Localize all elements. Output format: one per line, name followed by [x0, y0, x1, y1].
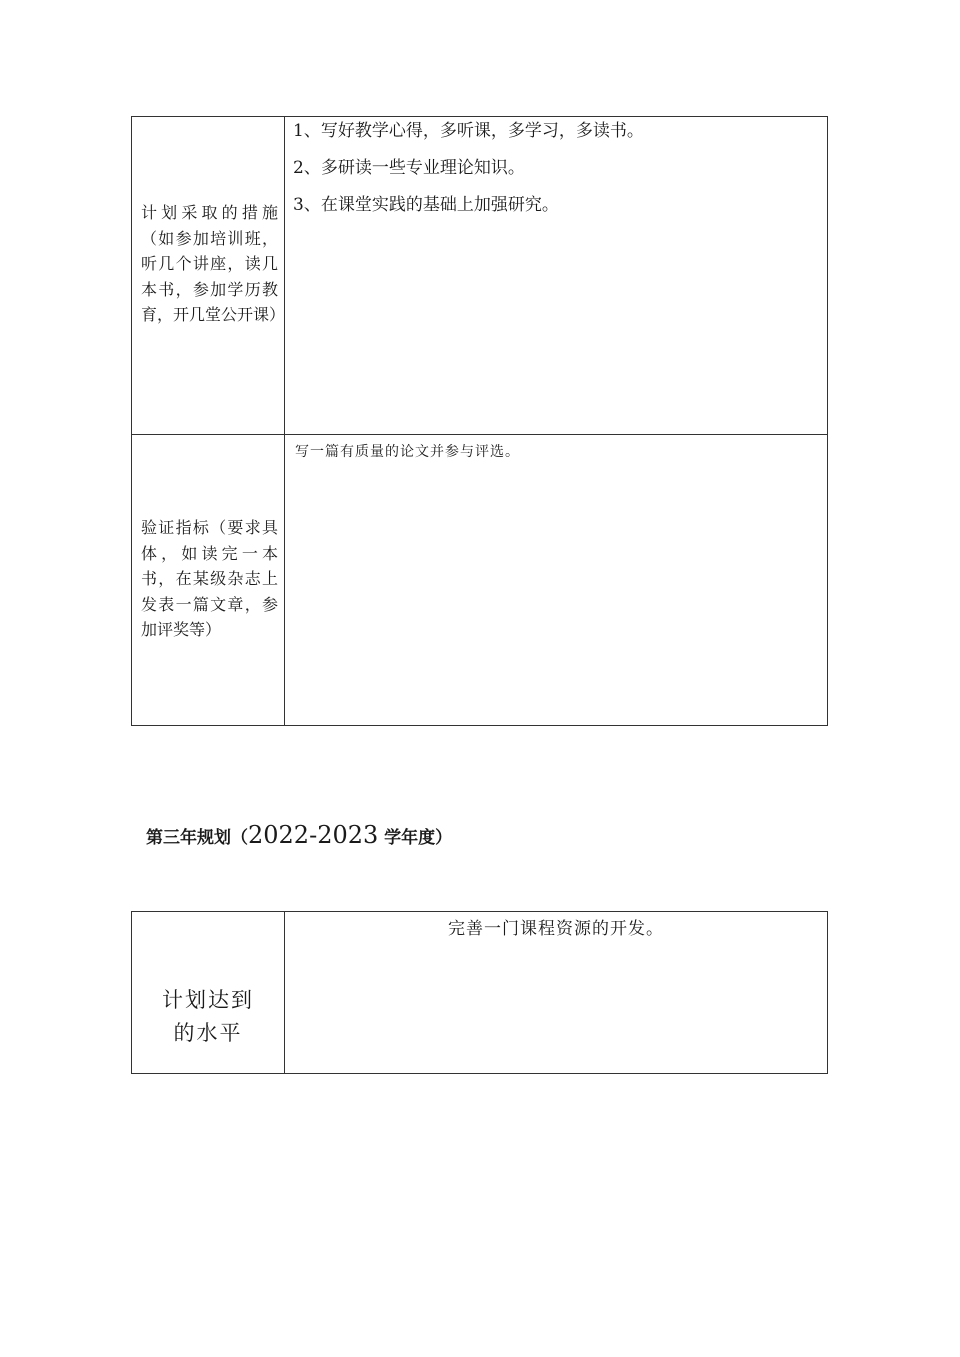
- heading-years: 2022-2023: [248, 821, 379, 849]
- target-level-label-line1: 计划达到: [162, 988, 254, 1012]
- target-level-content-cell: [285, 912, 828, 1074]
- measures-label-cell: [132, 117, 285, 435]
- measures-content-cell: [285, 117, 828, 435]
- section-heading: [146, 821, 452, 849]
- heading-suffix: 学年度）: [378, 828, 453, 848]
- measures-list: [285, 118, 827, 218]
- measure-item-1: 1、写好教学心得，多听课，多学习，多读书。: [293, 121, 644, 141]
- measure-item-2: 2、多研读一些专业理论知识。: [293, 158, 525, 178]
- target-level-label-cell: [132, 912, 285, 1074]
- target-level-label-line2: 的水平: [173, 1021, 243, 1045]
- heading-prefix: 第三年规划（: [146, 828, 248, 848]
- measure-item-3: 3、在课堂实践的基础上加强研究。: [293, 195, 559, 215]
- third-year-table: [131, 911, 828, 1074]
- indicator-label-cell: [132, 435, 285, 726]
- target-level-content: 完善一门课程资源的开发。: [448, 919, 664, 939]
- measures-label: 计划采取的措施（如参加培训班，听几个讲座，读几本书，参加学历教育，开几堂公开课）: [141, 203, 286, 324]
- indicator-content: 写一篇有质量的论文并参与评选。: [295, 444, 520, 460]
- indicator-content-cell: [285, 435, 828, 726]
- target-level-row: [132, 912, 828, 1074]
- indicator-row: [132, 435, 828, 726]
- measures-row: [132, 117, 828, 435]
- indicator-label: 验证指标（要求具体，如读完一本书，在某级杂志上发表一篇文章，参加评奖等）: [141, 518, 278, 639]
- target-level-label: [132, 912, 284, 1050]
- plan-table: [131, 116, 828, 726]
